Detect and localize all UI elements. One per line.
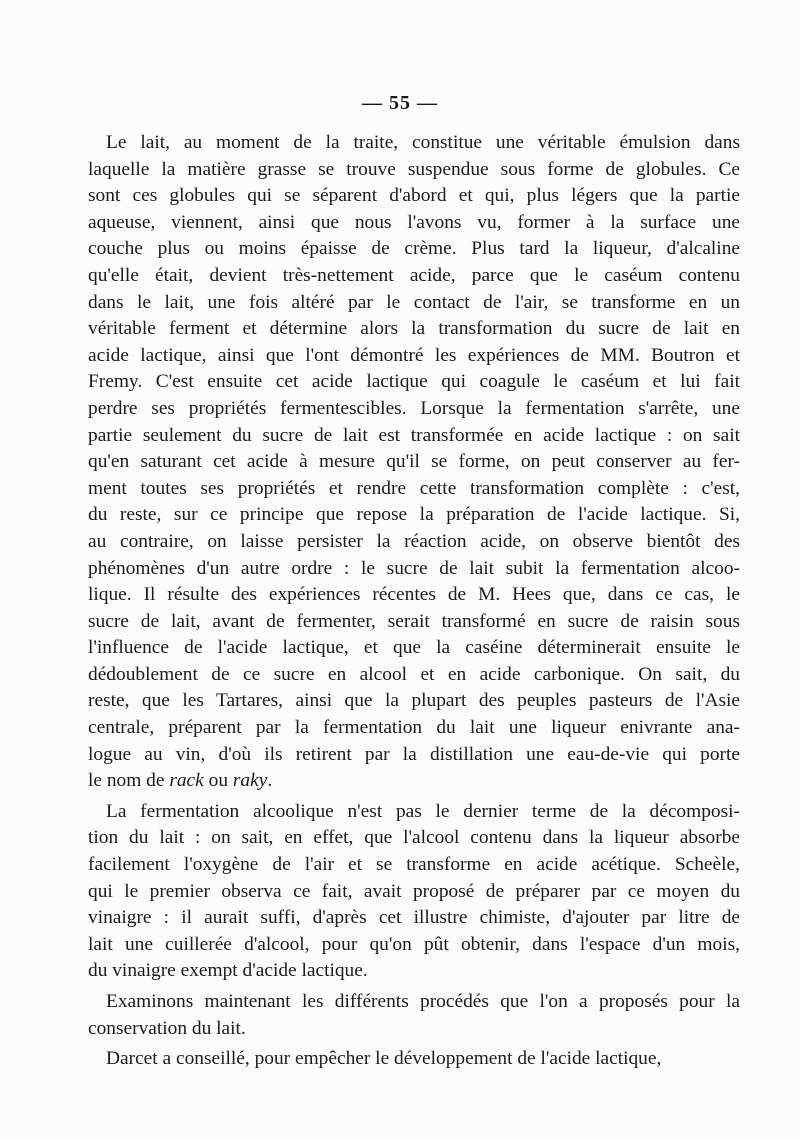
- text-line: centrale, préparent par la fermentation du lait une liqueur enivrante ana-: [88, 717, 740, 739]
- italic-term: rack: [169, 770, 204, 792]
- text-line: dédoublement de ce sucre en alcool et en acide carbonique. On sait, du: [88, 663, 740, 685]
- paragraph-3: [88, 989, 740, 1042]
- text-line: qu'elle était, devient très-nettement acide, parce que le caséum contenu: [88, 264, 740, 286]
- text-line: logue au vin, d'où ils retirent par la distillation une eau-de-vie qui porte: [88, 743, 740, 765]
- text-line: qu'en saturant cet acide à mesure qu'il se forme, on peut conserver au fer-: [88, 451, 740, 473]
- text-line: aqueuse, viennent, ainsi que nous l'avons vu, former à la surface une: [88, 211, 740, 233]
- text-line: lique. Il résulte des expériences récentes de M. Hees que, dans ce cas, le: [88, 584, 740, 606]
- text-line: l'influence de l'acide lactique, et que la caséine déterminerait ensuite le: [88, 637, 740, 659]
- page-number: — 55 —: [362, 92, 438, 114]
- text-line: sucre de lait, avant de fermenter, serait transformé en sucre de raisin sous: [88, 610, 740, 632]
- text-line: laquelle la matière grasse se trouve suspendue sous forme de globules. Ce: [88, 158, 740, 180]
- text-line: Fremy. C'est ensuite cet acide lactique qui coagule le caséum et lui fait: [88, 371, 740, 393]
- text-line: perdre ses propriétés fermentescibles. Lorsque la fermentation s'arrête, une: [88, 397, 740, 419]
- line-text: le nom de: [88, 770, 170, 792]
- text-line: La fermentation alcoolique n'est pas le dernier terme de la décomposi-: [106, 800, 740, 822]
- text-line: dans le lait, une fois altéré par le contact de l'air, se transforme en un: [88, 291, 740, 313]
- text-line-last: du vinaigre exempt d'acide lactique.: [88, 960, 368, 982]
- text-line: sont ces globules qui se séparent d'abord et qui, plus légers que la partie: [88, 185, 740, 207]
- line-text: ou: [203, 770, 233, 792]
- text-line: ment toutes ses propriétés et rendre cette transformation complète : c'est,: [88, 477, 740, 499]
- text-line: couche plus ou moins épaisse de crème. Plus tard la liqueur, d'alcaline: [88, 238, 740, 260]
- paragraph-1: [88, 130, 740, 795]
- paragraph-2: [88, 799, 740, 985]
- text-line: véritable ferment et détermine alors la transformation du sucre de lait en: [88, 318, 740, 340]
- text-line: au contraire, on laisse persister la réaction acide, on observe bientôt des: [88, 530, 740, 552]
- text-line: Examinons maintenant les différents procédés que l'on a proposés pour la: [106, 991, 740, 1012]
- text-line: lait une cuillerée d'alcool, pour qu'on pût obtenir, dans l'espace d'un mois,: [88, 933, 740, 955]
- text-line: acide lactique, ainsi que l'ont démontré les expériences de MM. Boutron et: [88, 344, 740, 366]
- text-line: phénomènes d'un autre ordre : le sucre de lait subit la fermentation alcoo-: [88, 557, 740, 579]
- text-line: du reste, sur ce principe que repose la préparation de l'acide lactique. Si,: [88, 504, 740, 526]
- text-line: facilement l'oxygène de l'air et se transforme en acide acétique. Scheèle,: [88, 854, 740, 876]
- text-line: tion du lait : on sait, en effet, que l'alcool contenu dans la liqueur absorbe: [88, 827, 740, 849]
- body-text: [88, 130, 740, 1073]
- text-line-last: Darcet a conseillé, pour empêcher le développement de l'acide lactique,: [106, 1048, 662, 1070]
- text-line: vinaigre : il aurait suffi, d'après cet illustre chimiste, d'ajouter par litre de: [88, 907, 740, 929]
- line-text: .: [267, 770, 273, 792]
- text-line: qui le premier observa ce fait, avait proposé de préparer par ce moyen du: [88, 880, 740, 902]
- text-line: Le lait, au moment de la traite, constitue une véritable émulsion dans: [106, 132, 740, 153]
- text-line: reste, que les Tartares, ainsi que la plupart des peuples pasteurs de l'Asie: [88, 690, 740, 712]
- text-line-last: [88, 768, 740, 795]
- text-line-last: conservation du lait.: [88, 1017, 246, 1039]
- text-line: partie seulement du sucre de lait est transformée en acide lactique : on sait: [88, 424, 740, 446]
- paragraph-4: [88, 1046, 740, 1073]
- italic-term: raky: [232, 770, 268, 792]
